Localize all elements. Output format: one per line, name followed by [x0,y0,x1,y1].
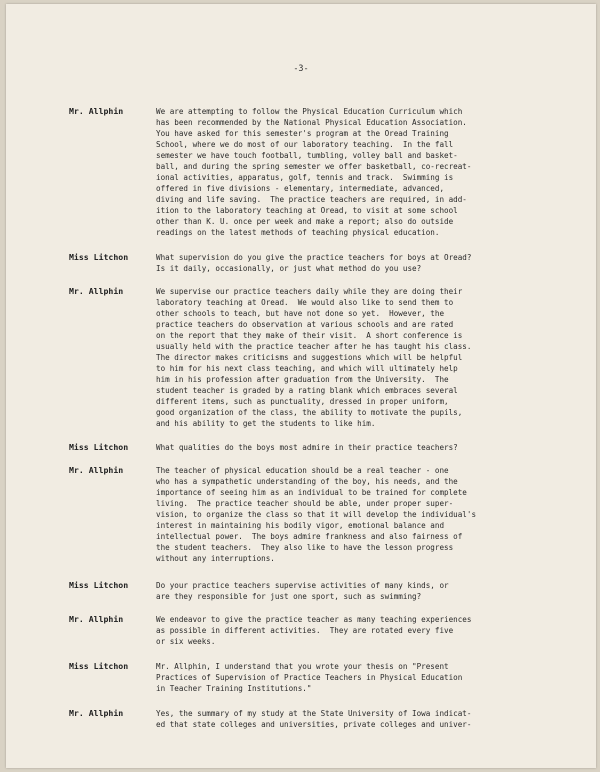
text-line: vision, to organize the class so that it will develop the individual's [156,510,477,519]
text-line: in Teacher Training Institutions." [156,684,312,693]
document-page [6,4,596,768]
text-line: and his ability to get the students to like him. [156,419,376,428]
text-line: as possible in different activities. They are rotated every five [156,626,454,635]
text-line: We endeavor to give the practice teacher as many teaching experiences [156,615,472,624]
speech-text [156,465,556,564]
text-line: diving and life saving. The practice teachers are required, in add- [156,195,467,204]
speech-text [156,614,556,647]
text-line: to him for his next class teaching, and which will ultimately help [156,364,458,373]
text-line: importance of seeing him as an individual to be trained for complete [156,488,467,497]
speech-text [156,252,556,274]
text-line: usually held with the practice teacher after he has taught his class. [156,342,472,351]
text-line: living. The practice teacher should be able, under proper super- [156,499,454,508]
speaker-name: Miss Litchon [69,252,129,262]
text-line: has been recommended by the National Physical Education Association. [156,118,467,127]
text-line: laboratory teaching at Oread. We would also like to send them to [156,298,454,307]
text-line: on the report that they make of their visit. A short conference is [156,331,463,340]
text-line: different items, such as punctuality, dressed in proper uniform, [156,397,449,406]
speech-text [156,708,556,730]
text-line: the student teachers. They also like to have the lesson progress [156,543,454,552]
text-line: We are attempting to follow the Physical Education Curriculum which [156,107,463,116]
text-line: ball, and during the spring semester we offer basketball, co-recreat- [156,162,472,171]
speech-text [156,580,556,602]
text-line: other than K. U. once per week and make a report; also do outside [156,217,454,226]
speaker-name: Miss Litchon [69,442,129,452]
text-line: or six weeks. [156,637,216,646]
text-line: School, where we do most of our laboratory teaching. In the fall [156,140,454,149]
speaker-name: Miss Litchon [69,661,129,671]
text-line: We supervise our practice teachers daily while they are doing their [156,287,463,296]
text-line: ional activities, apparatus, golf, tennis and track. Swimming is [156,173,454,182]
text-line: Is it daily, occasionally, or just what method do you use? [156,264,422,273]
text-line: semester we have touch football, tumbling, volley ball and basket- [156,151,458,160]
text-line: What supervision do you give the practice teachers for boys at Oread? [156,253,472,262]
text-line: are they responsible for just one sport, such as swimming? [156,592,422,601]
speaker-name: Mr. Allphin [69,286,124,296]
speech-text [156,286,556,429]
text-line: The director makes criticisms and suggestions which will be helpful [156,353,463,362]
text-line: readings on the latest methods of teaching physical education. [156,228,440,237]
page-number: -3- [293,64,309,74]
text-line: who has a sympathetic understanding of the boy, his needs, and the [156,477,458,486]
text-line: Do your practice teachers supervise activities of many kinds, or [156,581,449,590]
text-line: ed that state colleges and universities, private colleges and univer- [156,720,472,729]
speaker-name: Mr. Allphin [69,465,124,475]
text-line: intellectual power. The boys admire frankness and also fairness of [156,532,463,541]
text-line: You have asked for this semester's program at the Oread Training [156,129,449,138]
text-line: ition to the laboratory teaching at Oread, to visit at some school [156,206,458,215]
text-line: him in his profession after graduation from the University. The [156,375,449,384]
speaker-name: Mr. Allphin [69,614,124,624]
speaker-name: Mr. Allphin [69,708,124,718]
speaker-name: Miss Litchon [69,580,129,590]
text-line: interest in maintaining his bodily vigor, emotional balance and [156,521,445,530]
text-line: offered in five divisions - elementary, intermediate, advanced, [156,184,445,193]
speech-text [156,442,556,453]
speech-text [156,106,556,238]
text-line: Yes, the summary of my study at the State University of Iowa indicat- [156,709,472,718]
text-line: Practices of Supervision of Practice Teachers in Physical Education [156,673,463,682]
text-line: The teacher of physical education should be a real teacher - one [156,466,449,475]
speaker-name: Mr. Allphin [69,106,124,116]
text-line: student teacher is graded by a rating blank which embraces several [156,386,458,395]
text-line: practice teachers do observation at various schools and are rated [156,320,454,329]
text-line: good organization of the class, the ability to motivate the pupils, [156,408,463,417]
text-line: without any interruptions. [156,554,275,563]
text-line: other schools to teach, but have not done so yet. However, the [156,309,445,318]
text-line: Mr. Allphin, I understand that you wrote your thesis on "Present [156,662,449,671]
text-line: What qualities do the boys most admire in their practice teachers? [156,443,458,452]
speech-text [156,661,556,694]
